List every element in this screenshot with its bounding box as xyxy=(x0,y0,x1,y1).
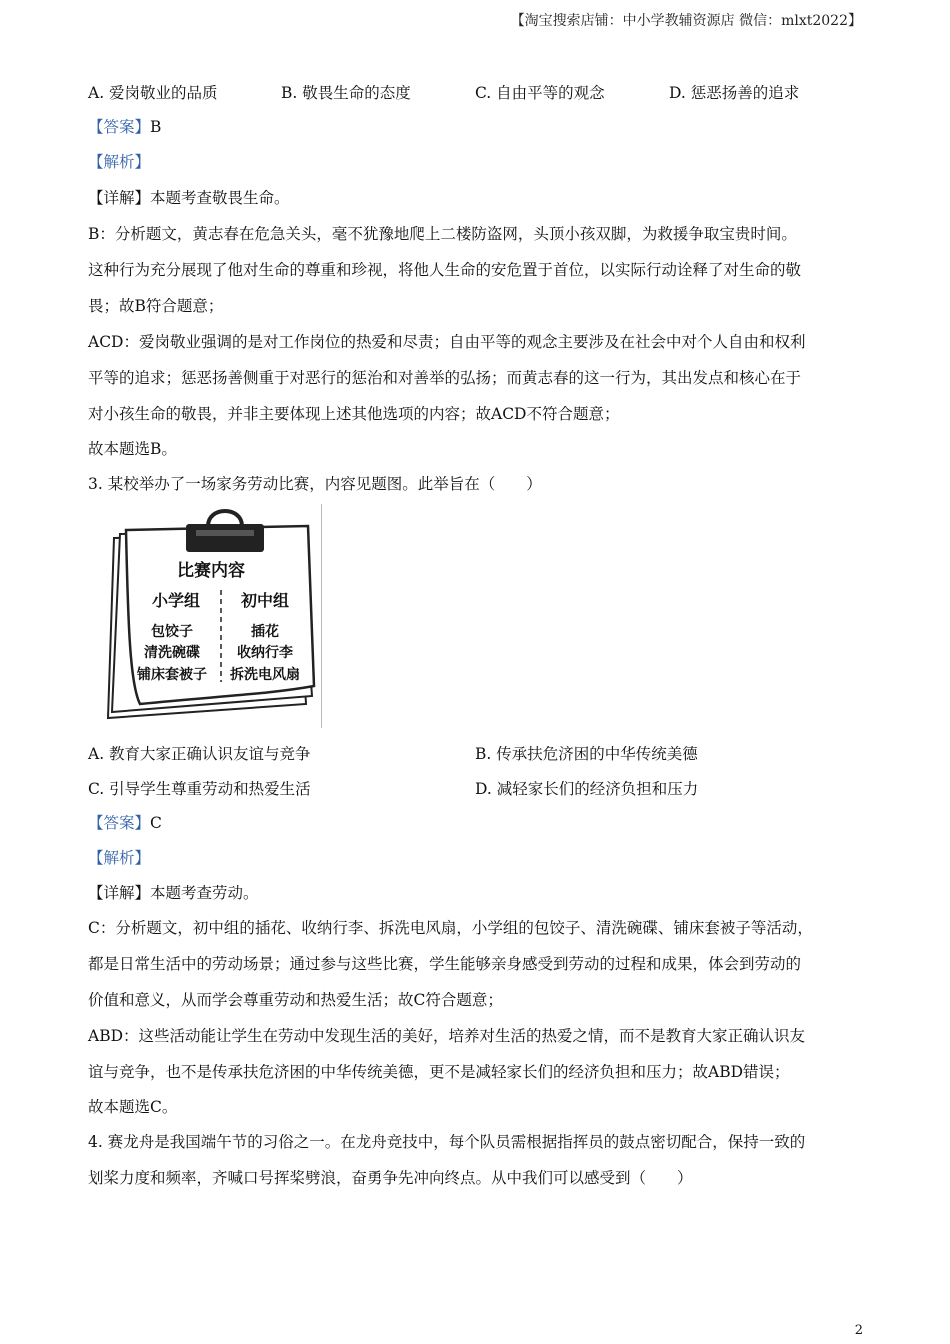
answer-tag: 【答案】 xyxy=(88,814,151,832)
answer-tag: 【答案】 xyxy=(88,118,151,136)
q3-answer: C xyxy=(150,814,162,832)
q3-line: C：分析题文，初中组的插花、收纳行李、拆洗电风扇，小学组的包饺子、清洗碗碟、铺床套被子等活动， xyxy=(88,919,813,937)
col2-item: 收纳行李 xyxy=(237,645,293,661)
q3-line: 价值和意义，从而学会尊重劳动和热爱生活；故C符合题意； xyxy=(88,991,503,1009)
q2-line: ACD：爱岗敬业强调的是对工作岗位的热爱和尽责；自由平等的观念主要涉及在社会中对个人自由和权利 xyxy=(88,333,806,351)
figure-border xyxy=(321,504,322,728)
col2-item: 拆洗电风扇 xyxy=(230,667,300,683)
q3-option-a: A. 教育大家正确认识友谊与竞争 xyxy=(88,745,311,763)
col1-item: 包饺子 xyxy=(151,624,193,640)
q3-line: 故本题选C。 xyxy=(88,1098,178,1116)
col2-item: 插花 xyxy=(251,624,279,640)
q3-answer-row xyxy=(88,812,162,834)
q3-option-b: B. 传承扶危济困的中华传统美德 xyxy=(475,745,698,763)
q2-option-d: D. 惩恶扬善的追求 xyxy=(669,84,800,102)
col-head-junior: 初中组 xyxy=(240,591,290,610)
q2-detail-row xyxy=(88,187,290,209)
page-number: 2 xyxy=(854,1323,863,1338)
q3-analysis-tag: 【解析】 xyxy=(88,849,151,867)
col-head-primary: 小学组 xyxy=(151,591,201,610)
q2-line: 对小孩生命的敬畏，并非主要体现上述其他选项的内容；故ACD不符合题意； xyxy=(88,405,620,423)
q2-line: 畏；故B符合题意； xyxy=(88,297,224,315)
q4-line: 划桨力度和频率，齐喊口号挥桨劈浪，奋勇争先冲向终点。从中我们可以感受到（ ） xyxy=(88,1169,693,1187)
q4-line: 4. 赛龙舟是我国端午节的习俗之一。在龙舟竞技中，每个队员需根据指挥员的鼓点密切配合，保持一致的 xyxy=(88,1133,806,1151)
q2-answer: B xyxy=(150,118,162,136)
q3-line: ABD：这些活动能让学生在劳动中发现生活的美好，培养对生活的热爱之情，而不是教育大家正确认识友 xyxy=(88,1027,806,1045)
q2-line: B：分析题文，黄志春在危急关头，毫不犹豫地爬上二楼防盗网，头顶小孩双脚，为救援争取宝贵时间。 xyxy=(88,225,797,243)
q3-line: 都是日常生活中的劳动场景；通过参与这些比赛，学生能够亲身感受到劳动的过程和成果，体会到劳动的 xyxy=(88,955,802,973)
detail-tag: 【详解】 xyxy=(88,884,151,902)
q2-analysis-tag: 【解析】 xyxy=(88,153,151,171)
q2-detail: 本题考查敬畏生命。 xyxy=(150,189,290,207)
q3-stem: 3. 某校举办了一场家务劳动比赛，内容见题图。此举旨在（ ） xyxy=(88,475,542,493)
q3-detail: 本题考查劳动。 xyxy=(150,884,259,902)
q2-option-c: C. 自由平等的观念 xyxy=(475,84,605,102)
q3-option-c: C. 引导学生尊重劳动和热爱生活 xyxy=(88,780,311,798)
q3-line: 谊与竞争，也不是传承扶危济困的中华传统美德，更不是减轻家长们的经济负担和压力；故ABD错误； xyxy=(88,1063,790,1081)
q2-line: 故本题选B。 xyxy=(88,440,177,458)
detail-tag: 【详解】 xyxy=(88,189,151,207)
q2-line: 这种行为充分展现了他对生命的尊重和珍视，将他人生命的安危置于首位，以实际行动诠释了对生命的敬 xyxy=(88,261,802,279)
q3-detail-row xyxy=(88,882,259,904)
col1-item: 清洗碗碟 xyxy=(144,645,200,661)
q2-answer-row xyxy=(88,116,161,138)
col1-item: 铺床套被子 xyxy=(137,667,207,683)
competition-figure xyxy=(100,504,324,730)
q2-option-a: A. 爱岗敬业的品质 xyxy=(88,84,218,102)
binder-clip-icon xyxy=(186,511,264,552)
q2-option-b: B. 敬畏生命的态度 xyxy=(281,84,411,102)
page-header: 【淘宝搜索店铺：中小学教辅资源店 微信：mlxt2022】 xyxy=(510,13,862,29)
figure-title: 比赛内容 xyxy=(177,561,245,581)
q2-line: 平等的追求；惩恶扬善侧重于对恶行的惩治和对善举的弘扬；而黄志春的这一行为，其出发点和核心在于 xyxy=(88,369,802,387)
q3-option-d: D. 减轻家长们的经济负担和压力 xyxy=(475,780,699,798)
